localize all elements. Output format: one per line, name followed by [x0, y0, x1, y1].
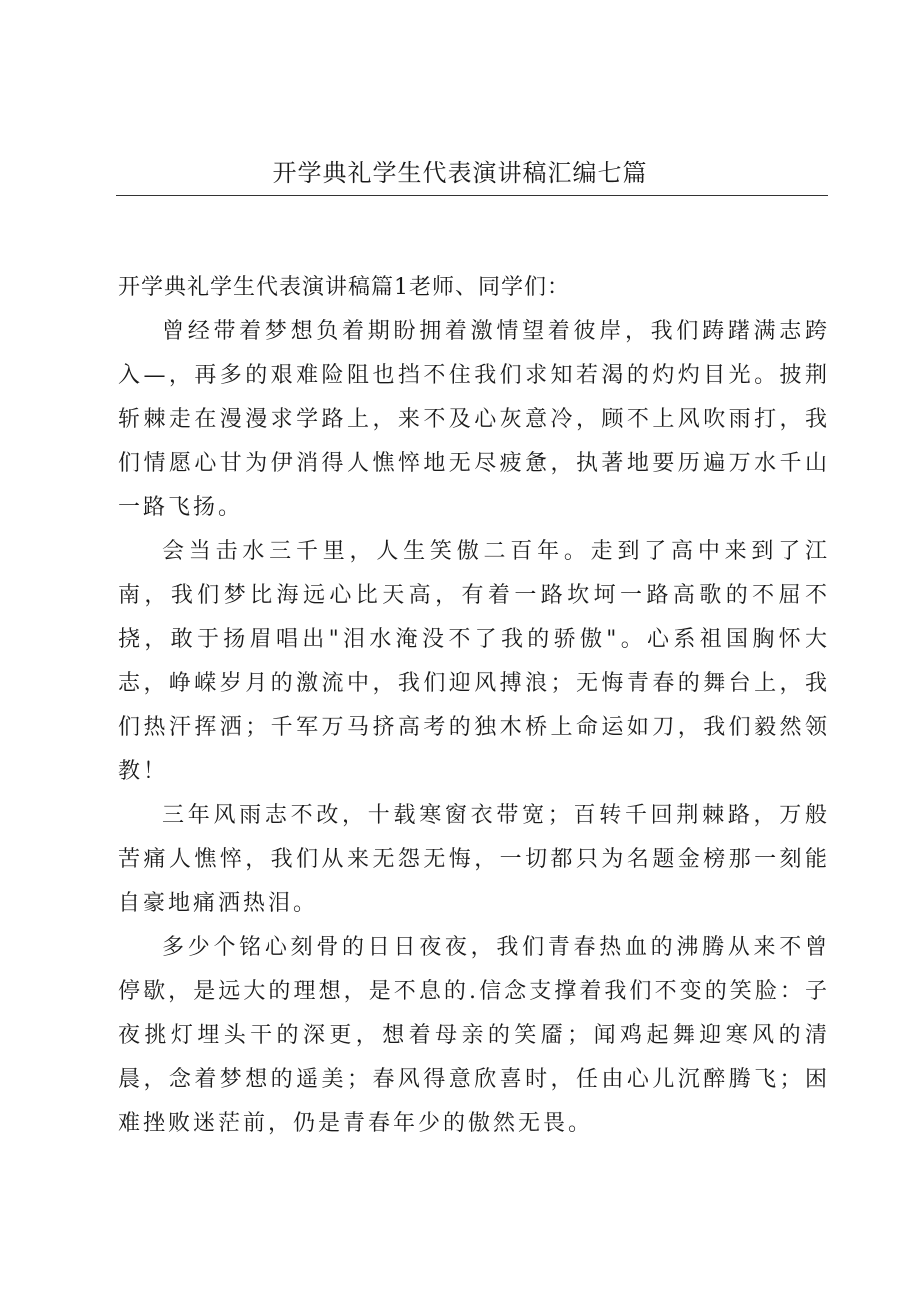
document-title: 开学典礼学生代表演讲稿汇编七篇	[272, 159, 648, 187]
paragraph-2: 会当击水三千里，人生笑傲二百年。走到了高中来到了江南，我们梦比海远心比天高，有着一路坎坷一路高歌的不屈不挠，敢于扬眉唱出"泪水淹没不了我的骄傲"。心系祖国胸怀大志，峥嵘岁月的激流中，我们迎风搏浪；无悔青春的舞台上，我们热汗挥洒；千军万马挤高考的独木桥上命运如刀，我们毅然领教！	[118, 539, 830, 784]
paragraph-3: 三年风雨志不改，十载寒窗衣带宽；百转千回荆棘路，万般苦痛人憔悴，我们从来无怨无悔，一切都只为名题金榜那一刻能自豪地痛洒热泪。	[118, 803, 830, 916]
paragraph-4: 多少个铭心刻骨的日日夜夜，我们青春热血的沸腾从来不曾停歇，是远大的理想，是不息的.信念支撑着我们不变的笑脸：子夜挑灯埋头干的深更，想着母亲的笑靥；闻鸡起舞迎寒风的清晨，念着梦想的遥美；春风得意欣喜时，任由心儿沉醉腾飞；困难挫败迷茫前，仍是青春年少的傲然无畏。	[118, 935, 830, 1136]
intro-line: 开学典礼学生代表演讲稿篇1老师、同学们：	[118, 275, 570, 300]
paragraph-1: 曾经带着梦想负着期盼拥着激情望着彼岸，我们踌躇满志跨入—，再多的艰难险阻也挡不住我们求知若渴的灼灼目光。披荆斩棘走在漫漫求学路上，来不及心灰意冷，顾不上风吹雨打，我们情愿心甘为伊消得人憔悴地无尽疲惫，执著地要历遍万水千山一路飞扬。	[118, 319, 830, 520]
title-underline	[116, 195, 828, 196]
document-body	[118, 266, 830, 1146]
